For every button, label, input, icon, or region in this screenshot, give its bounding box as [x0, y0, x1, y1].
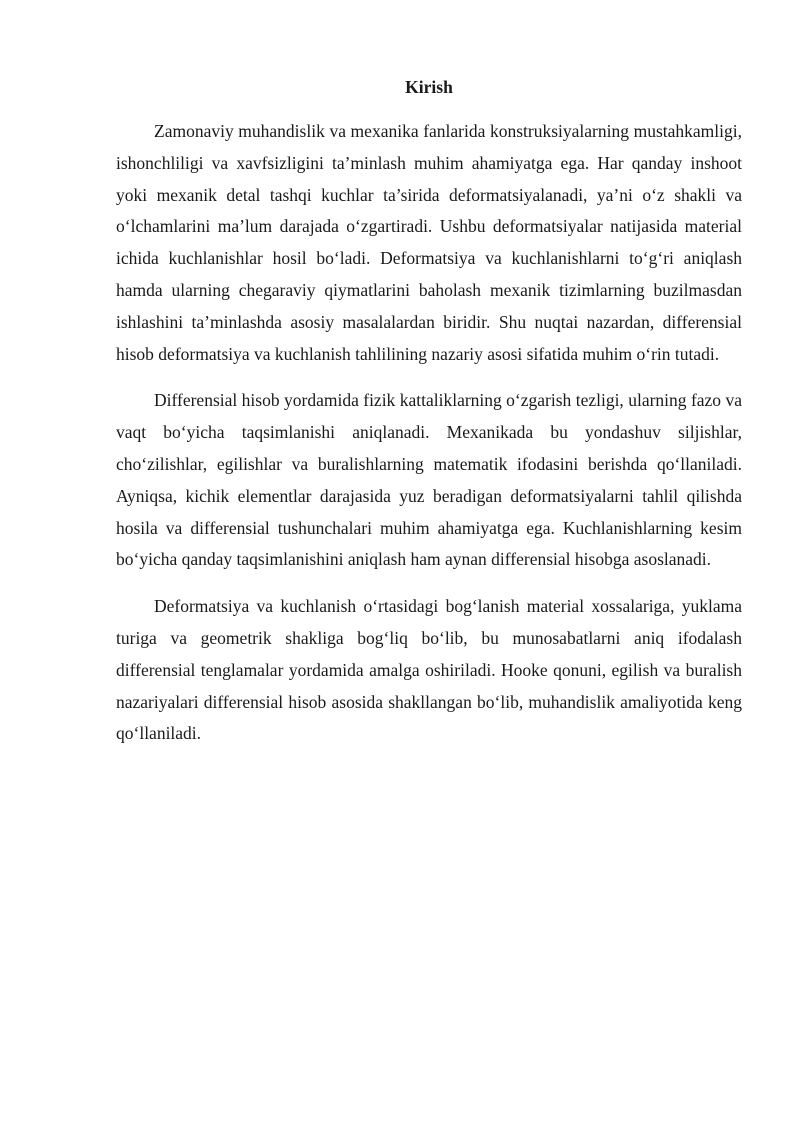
paragraph-2: Differensial hisob yordamida fizik kattaliklarning o‘zgarish tezligi, ularning fazo va vaqt bo‘yicha taqsimlanishi aniqlanadi. Mexanikada bu yondashuv siljishlar, cho‘zilishlar, egilishlar va buralishlarning matematik ifodasini berishda qo‘llaniladi. Ayniqsa, kichik elementlar darajasida yuz beradigan deformatsiyalarni tahlil qilishda hosila va differensial tushunchalari muhim ahamiyatga ega. Kuchlanishlarning kesim bo‘yicha qanday taqsimlanishini aniqlash ham aynan differensial hisobga asoslanadi. — [116, 390, 742, 570]
document-body — [116, 76, 742, 765]
paragraph-3: Deformatsiya va kuchlanish o‘rtasidagi bog‘lanish material xossalariga, yuklama turiga va geometrik shakliga bog‘liq bo‘lib, bu munosabatlarni aniq ifodalash differensial tenglamalar yordamida amalga oshiriladi. Hooke qonuni, egilish va buralish nazariyalari differensial hisob asosida shakllangan bo‘lib, muhandislik amaliyotida keng qo‘llaniladi. — [116, 596, 742, 744]
page-title: Kirish — [405, 77, 453, 97]
paragraph-1: Zamonaviy muhandislik va mexanika fanlarida konstruksiyalarning mustahkamligi, ishonchliligi va xavfsizligini ta’minlash muhim ahamiyatga ega. Har qanday inshoot yoki mexanik detal tashqi kuchlar ta’sirida deformatsiyalanadi, ya’ni o‘z shakli va o‘lchamlarini ma’lum darajada o‘zgartiradi. Ushbu deformatsiyalar natijasida material ichida kuchlanishlar hosil bo‘ladi. Deformatsiya va kuchlanishlarni to‘g‘ri aniqlash hamda ularning chegaraviy qiymatlarini baholash mexanik tizimlarning buzilmasdan ishlashini ta’minlashda asosiy masalalardan biridir. Shu nuqtai nazardan, differensial hisob deformatsiya va kuchlanish tahlilining nazariy asosi sifatida muhim o‘rin tutadi. — [116, 121, 742, 364]
